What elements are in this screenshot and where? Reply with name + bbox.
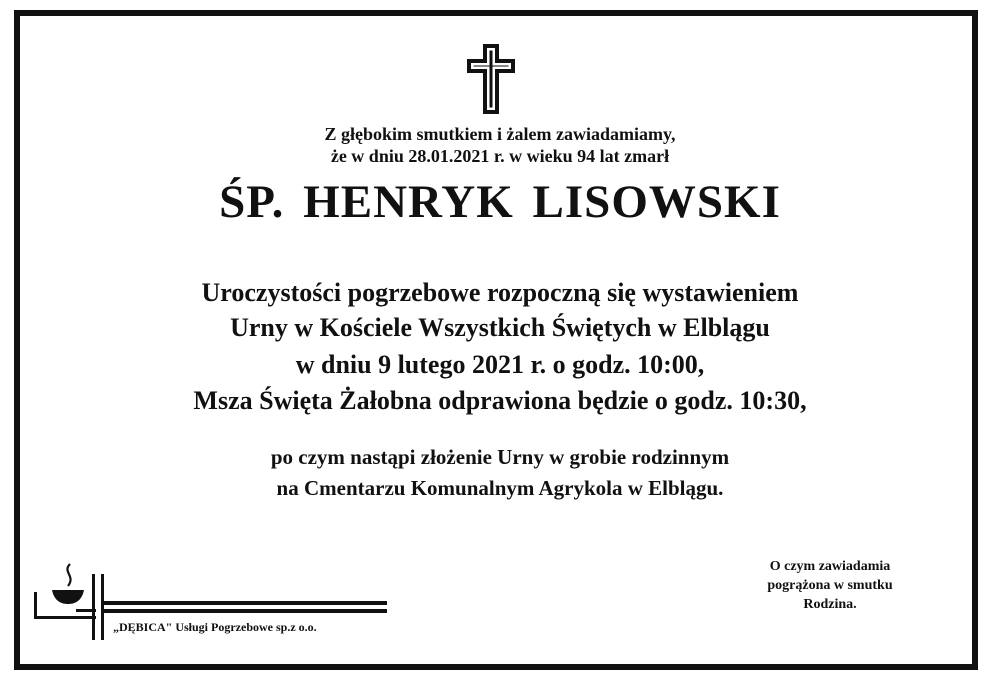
burial-line-2: na Cmentarzu Komunalnym Agrykola w Elblągu. xyxy=(276,476,724,500)
intro-line-2: że w dniu 28.01.2021 r. w wieku 94 lat zmarł xyxy=(330,146,670,166)
cross-icon xyxy=(465,42,517,116)
ceremony-line-3: w dniu 9 lutego 2021 r. o godz. 10:00, xyxy=(295,350,705,379)
signoff-line-1: O czym zawiadamia xyxy=(769,559,891,574)
deceased-name: ŚP. HENRYK LISOWSKI xyxy=(219,176,781,228)
ceremony-line-2: Urny w Kościele Wszystkich Świętych w Elblągu xyxy=(230,313,770,342)
ceremony-line-1: Uroczystości pogrzebowe rozpoczną się wystawieniem xyxy=(201,278,799,307)
funeral-home-name: „DĘBICA" Usługi Pogrzebowe sp.z o.o. xyxy=(113,620,317,634)
signoff-line-2: pogrążona w smutku xyxy=(767,578,893,593)
ceremony-line-4: Msza Święta Żałobna odprawiona będzie o godz. 10:30, xyxy=(193,386,807,415)
signoff-line-3: Rodzina. xyxy=(803,597,857,612)
intro-line-1: Z głębokim smutkiem i żalem zawiadamiamy, xyxy=(324,124,676,144)
burial-line-1: po czym nastąpi złożenie Urny w grobie rodzinnym xyxy=(270,445,730,469)
